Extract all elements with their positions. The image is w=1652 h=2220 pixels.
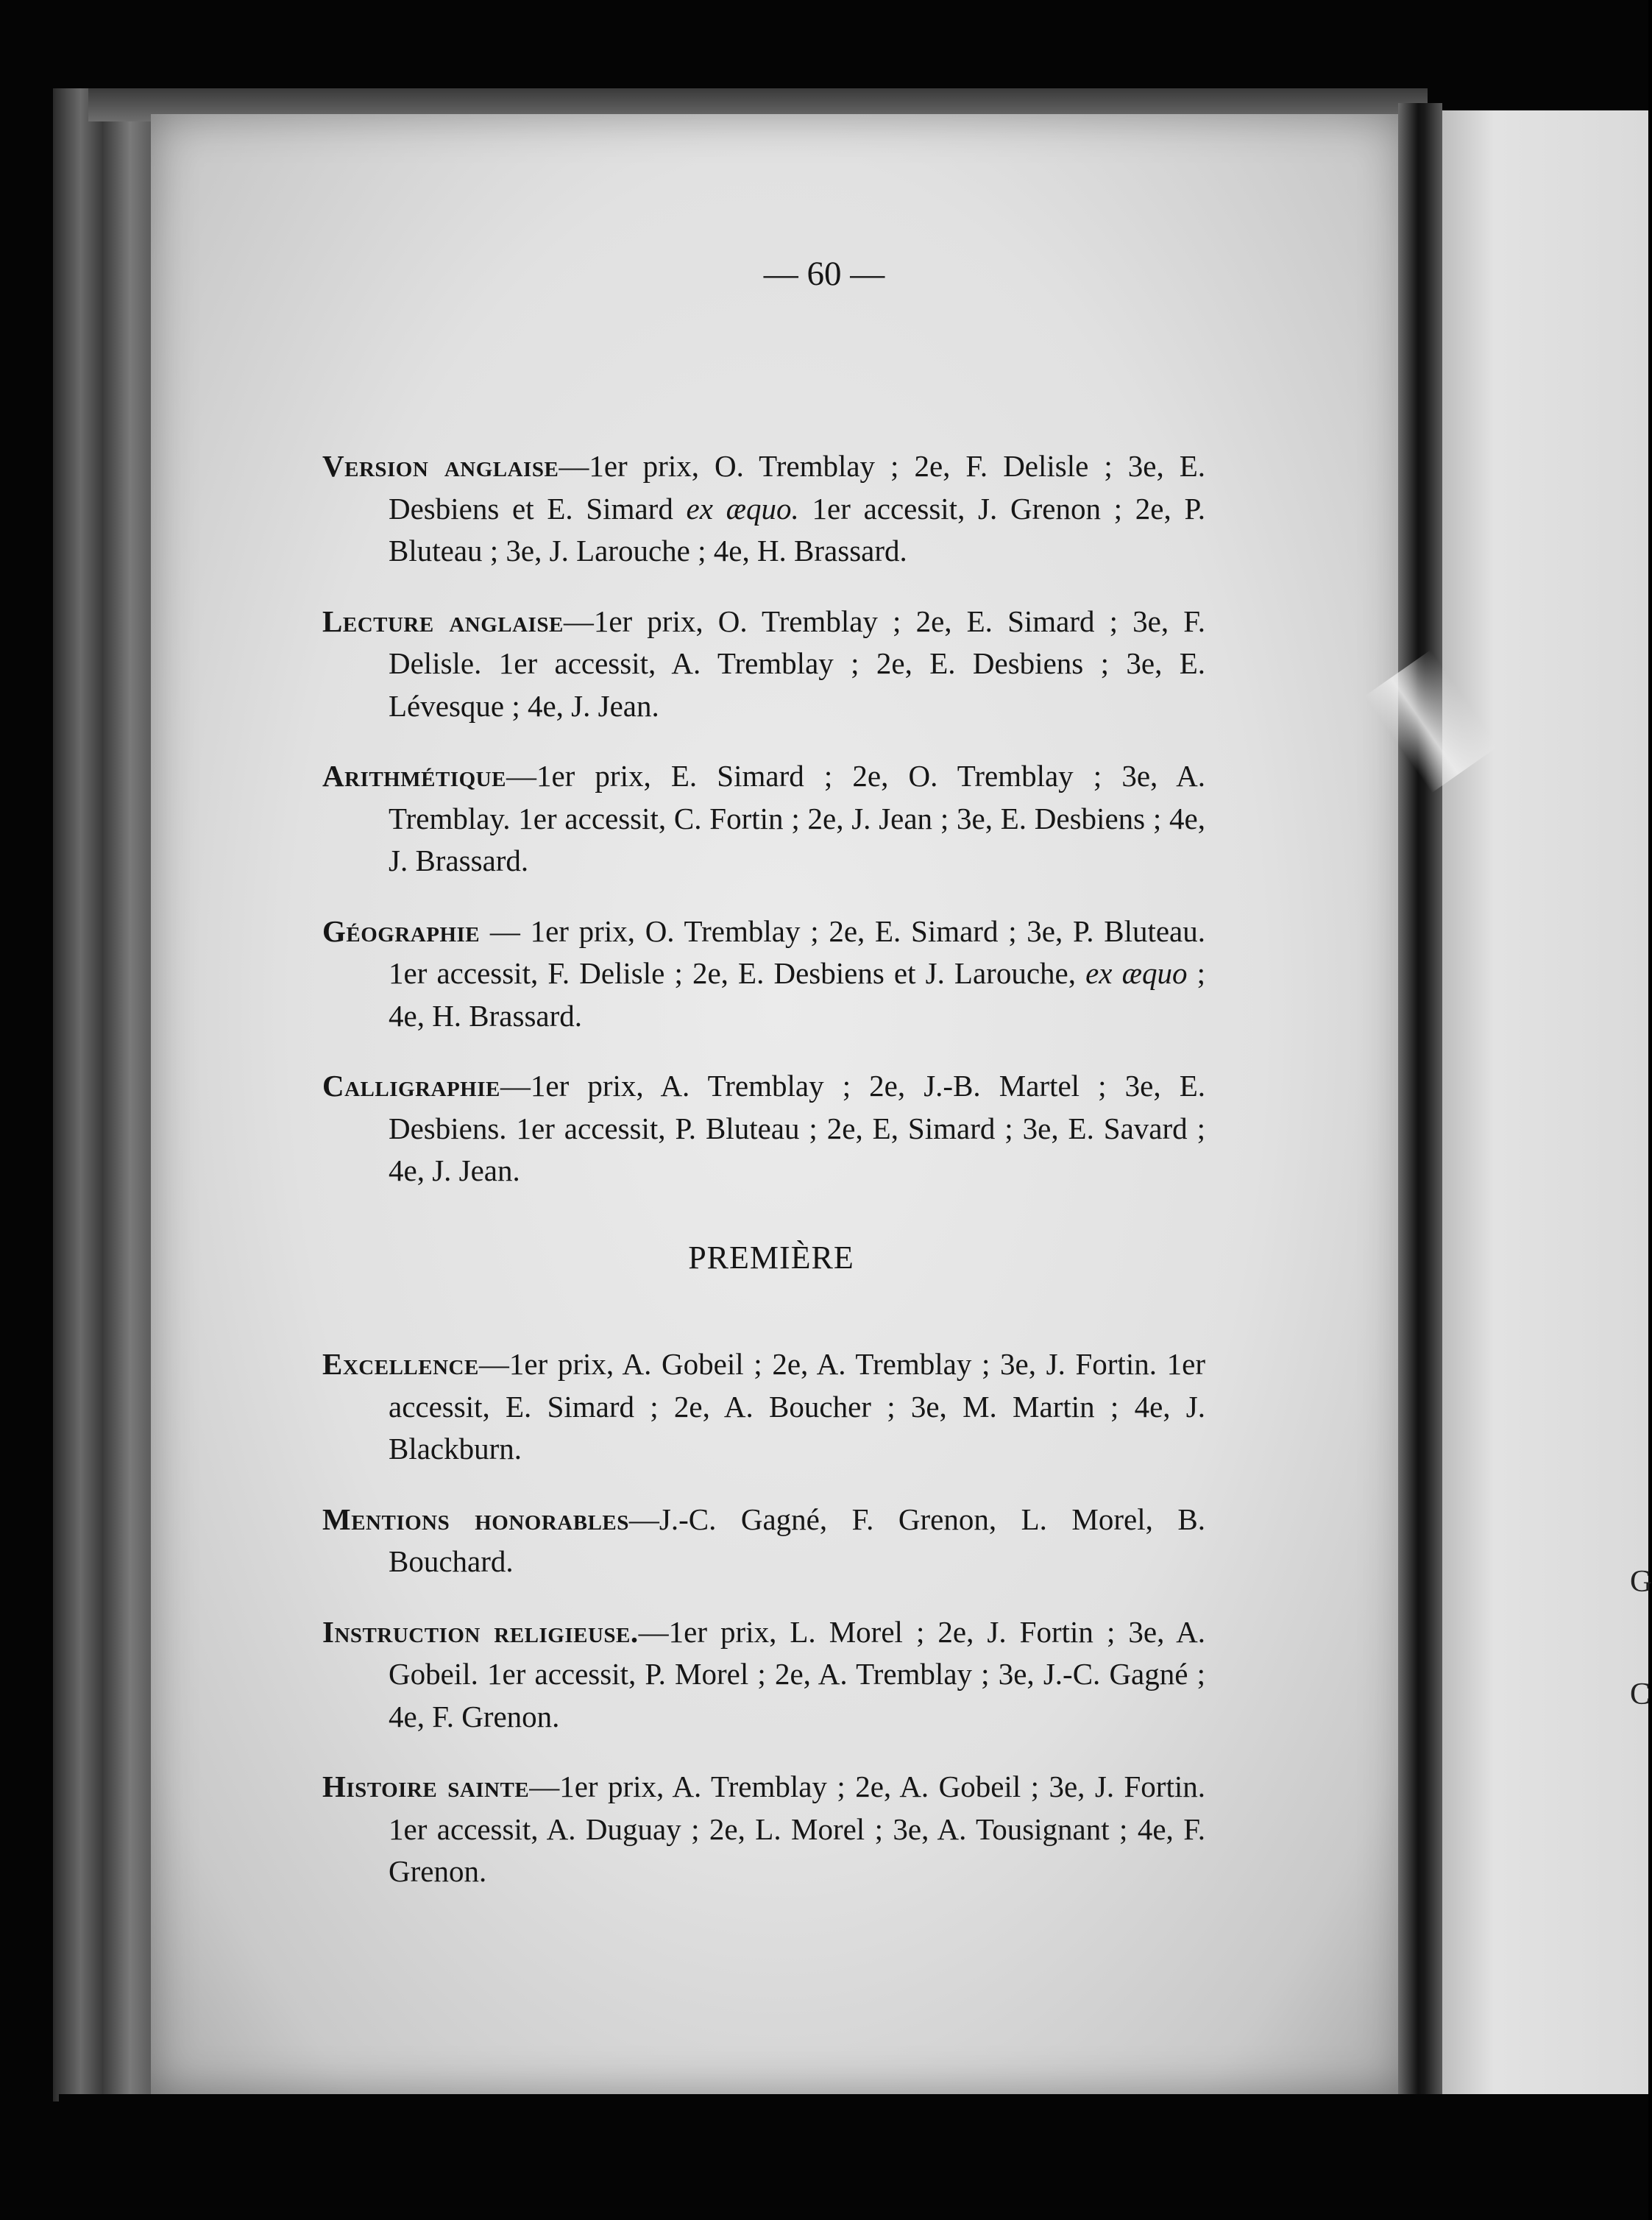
entry-heading: Instruction religieuse.: [322, 1614, 639, 1649]
section-title: PREMIÈRE: [688, 1239, 854, 1276]
entry-heading: Mentions honorables: [322, 1502, 629, 1536]
scan-bottom-border: [59, 2094, 1648, 2220]
right-page-fragment: C: [1630, 1678, 1651, 1711]
entry-body: —1er prix, O. Tremblay ; 2e, E. Simard ; 3e, F. Delisle. 1er accessit, A. Tremblay ; 2e, E. Desbiens ; 3e, E. Lévesque ; 4e, J. Jean.: [389, 604, 1205, 723]
entry-body: —J.-C. Gagné, F. Grenon, L. Morel, B. Bouchard.: [389, 1502, 1205, 1578]
entry-body-continued: 1er accessit, J. Grenon ; 2e, P. Bluteau ; 3e, J. Larouche ; 4e, H. Brassard.: [389, 491, 1205, 568]
prize-entry: [322, 1343, 1205, 1471]
prize-entry: [322, 755, 1205, 883]
entry-italic: ex æquo: [1085, 956, 1188, 990]
book-gutter: [1398, 103, 1442, 2116]
entry-body: —1er prix, A. Gobeil ; 2e, A. Tremblay ; 3e, J. Fortin. 1er accessit, E. Simard ; 2e, A. Boucher ; 3e, M. Martin ; 4e, J. Blackburn.: [389, 1347, 1205, 1466]
page-content: [322, 445, 1205, 1921]
right-page-fragment: G: [1630, 1565, 1652, 1599]
entry-body: —1er prix, L. Morel ; 2e, J. Fortin ; 3e, A. Gobeil. 1er accessit, P. Morel ; 2e, A. Tremblay ; 3e, J.-C. Gagné ; 4e, F. Grenon.: [389, 1614, 1205, 1733]
entry-body: —1er prix, A. Tremblay ; 2e, J.-B. Martel ; 3e, E. Desbiens. 1er accessit, P. Bluteau ; 2e, E, Simard ; 3e, E. Savard ; 4e, J. Jean.: [389, 1069, 1205, 1187]
entry-heading: Version anglaise: [322, 449, 559, 483]
entry-body: —1er prix, O. Tremblay ; 2e, F. Delisle ; 3e, E. Desbiens et E. Simard: [389, 449, 1205, 526]
entry-heading: Arithmétique: [322, 759, 506, 793]
entry-body-continued: ; 4e, H. Brassard.: [389, 956, 1205, 1033]
entry-italic: ex æquo.: [686, 491, 799, 526]
entry-heading: Géographie: [322, 913, 481, 948]
right-page: [1442, 110, 1648, 2105]
entry-heading: Lecture anglaise: [322, 604, 564, 638]
book-page-edges: [53, 88, 163, 2101]
entry-heading: Histoire sainte: [322, 1770, 530, 1803]
page-number-text: — 60 —: [763, 255, 885, 293]
prize-entry: [322, 1065, 1205, 1192]
prize-entry: [322, 911, 1205, 1038]
entry-heading: Calligraphie: [322, 1069, 500, 1103]
prize-entry: [322, 445, 1205, 573]
prize-entry: [322, 601, 1205, 728]
entry-heading: Excellence: [322, 1347, 479, 1381]
entry-body: — 1er prix, O. Tremblay ; 2e, E. Simard ; 3e, P. Bluteau. 1er accessit, F. Delisle ; 2e, E. Desbiens et J. Larouche,: [389, 913, 1205, 990]
entry-body: —1er prix, E. Simard ; 2e, O. Tremblay ; 3e, A. Tremblay. 1er accessit, C. Fortin ; 2e, J. Jean ; 3e, E. Desbiens ; 4e, J. Brassard.: [389, 759, 1205, 877]
prize-entry: [322, 1499, 1205, 1583]
entry-body: —1er prix, A. Tremblay ; 2e, A. Gobeil ; 3e, J. Fortin. 1er accessit, A. Duguay ; 2e, L. Morel ; 3e, A. Tousignant ; 4e, F. Grenon.: [389, 1770, 1205, 1888]
prize-entry: [322, 1766, 1205, 1893]
page-number: [0, 254, 1648, 294]
prize-entry: [322, 1611, 1205, 1739]
